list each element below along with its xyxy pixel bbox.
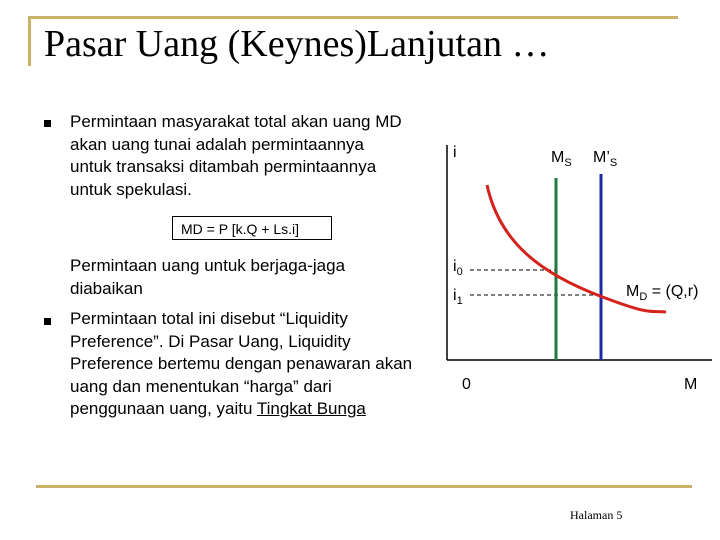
interest-rate-term: Tingkat Bunga: [256, 399, 366, 418]
ms-label: [551, 149, 572, 172]
i1-label: [453, 287, 463, 310]
md-formula-box: MD = P [k.Q + Ls.i]: [172, 216, 332, 240]
md-label: [626, 283, 698, 306]
slide-title: Pasar Uang (Keynes)Lanjutan …: [44, 23, 550, 65]
bottom-border: [36, 485, 692, 488]
paragraph-precaution: Permintaan uang untuk berjaga-jaga diabaikan: [70, 256, 346, 298]
y-axis-label: i: [453, 144, 457, 161]
i1-label-sub: 1: [456, 295, 463, 308]
ms-prime-label-main: M’: [593, 149, 610, 166]
x-axis-label: M: [684, 376, 698, 393]
paragraph-lp-text: Permintaan total ini disebut “Liquidity Preference”. Di Pasar Uang, Liquidity Preference bertemu dengan penawaran akan uang dan menentukan “harga” dari penggunaan uang, yaitu: [70, 309, 413, 418]
origin-label: 0: [462, 376, 471, 393]
ms-prime-label-sub: S: [609, 157, 618, 170]
md-label-rest: = (Q,r): [647, 283, 699, 300]
i0-label: [453, 258, 463, 281]
paragraph-md-text: Permintaan masyarakat total akan uang MD akan uang tunai adalah permintaannya untuk transaksi ditambah permintaannya untuk spekulasi.: [70, 112, 402, 199]
i0-label-sub: 0: [456, 266, 463, 279]
md-label-sub: D: [639, 291, 648, 304]
md-label-main: M: [626, 283, 640, 300]
i1-label-main: i: [453, 287, 457, 304]
ms-label-main: M: [551, 149, 565, 166]
ms-prime-label: [593, 149, 617, 172]
i0-label-main: i: [453, 258, 457, 275]
page-footer: Halaman 5: [570, 508, 623, 522]
ms-label-sub: S: [564, 157, 572, 170]
